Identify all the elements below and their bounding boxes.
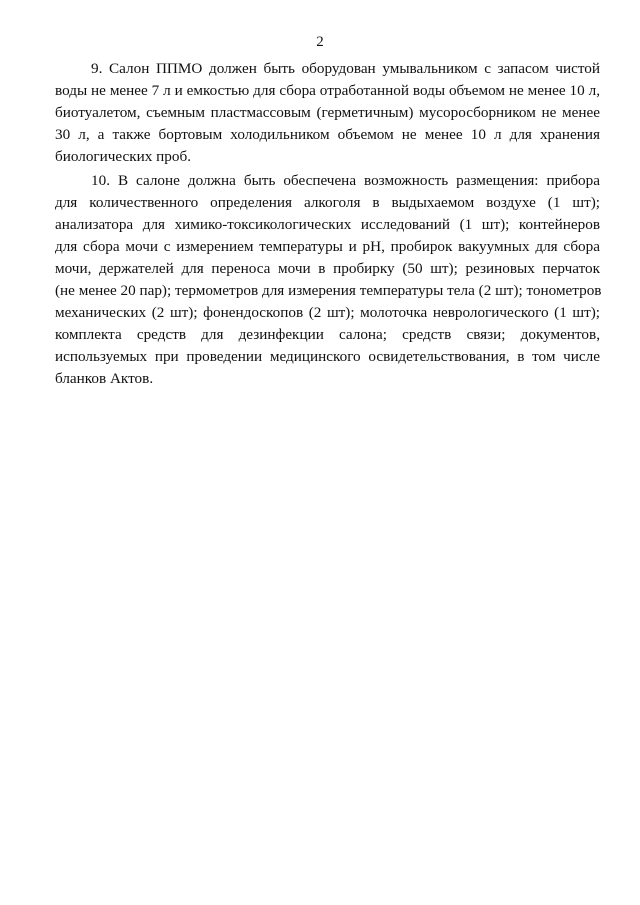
text-line: используемых при проведении медицинского освидетельствования, в том числе xyxy=(55,348,600,365)
text-line: 10. В салоне должна быть обеспечена возможность размещения: прибора xyxy=(91,172,600,189)
paragraph-10 xyxy=(55,170,600,390)
document-body xyxy=(55,58,600,392)
text-line: бланков Актов. xyxy=(55,370,154,387)
text-line: (не менее 20 пар); термометров для измерения температуры тела (2 шт); тонометров xyxy=(55,282,602,299)
text-line: мочи, держателей для переноса мочи в пробирку (50 шт); резиновых перчаток xyxy=(55,260,600,277)
text-line: воды не менее 7 л и емкостью для сбора отработанной воды объемом не менее 10 л, xyxy=(55,82,600,99)
text-line: биологических проб. xyxy=(55,148,192,165)
text-line: для сбора мочи с измерением температуры и pH, пробирок вакуумных для сбора xyxy=(55,238,600,255)
paragraph-9 xyxy=(55,58,600,168)
page-number: 2 xyxy=(316,34,324,50)
text-line: 9. Салон ППМО должен быть оборудован умывальником с запасом чистой xyxy=(91,60,600,77)
text-line: механических (2 шт); фонендоскопов (2 шт); молоточка неврологического (1 шт); xyxy=(55,304,600,321)
text-line: анализатора для химико-токсикологических исследований (1 шт); контейнеров xyxy=(55,216,600,233)
text-line: комплекта средств для дезинфекции салона; средств связи; документов, xyxy=(55,326,600,343)
text-line: биотуалетом, съемным пластмассовым (герметичным) мусоросборником не менее xyxy=(55,104,600,121)
text-line: для количественного определения алкоголя в выдыхаемом воздухе (1 шт); xyxy=(55,194,600,211)
text-line: 30 л, а также бортовым холодильником объемом не менее 10 л для хранения xyxy=(55,126,600,143)
